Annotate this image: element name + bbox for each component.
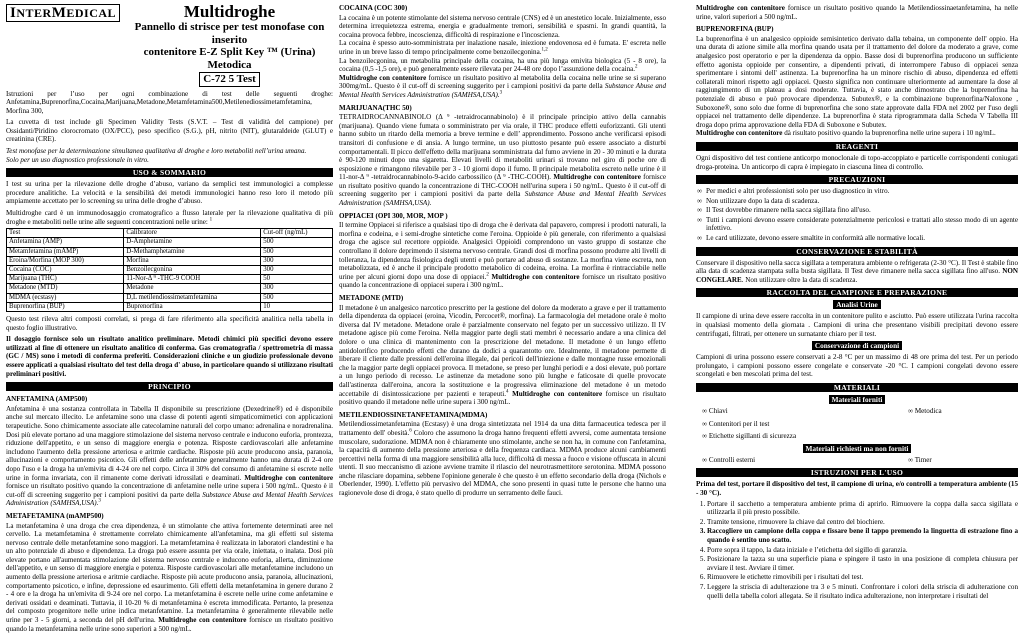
list-item: ∞ Timer [908, 456, 1018, 465]
bup-text: La buprenorfina è un analgesico oppioide semisintetico derivato dalla tebaina, un componente dell' oppio. Ha una durata di azione simile alla morfina quando usata per il trattamento del dolore da moderato a grave, come analgesico post operatorio e per la dipendenza da oppio. Basse dosi di buprenorfina producono un sufficiente effetto agonista oppioide per consentire, a dipendenti privati, di interrompere l'abuso di oppiacei senza sperimentare i sintomi dell' astinenza. La buprenorfina ha un minore rischio di abuso, dipendenza ed effetti collaterali minori rispetto agli oppiacei. Questo significa non continuare ulteriormente ad aumentare la dose al raggiungimento di un plateau a dosi moderate. Tuttavia, è stato anche dimostrato che la buprenorfina ha potenziale di abuso e può provocare dipendenza. Subutex®, e la combinazione buprenorfina/Naloxone , Suboxone®, sono solo due forme di buprenorfina che sono state approvate dalla FDA nel 2002 per l'uso degli oppiacei nel trattamento delle dipendenze. La buprenorfina è stata riprogrammata dalla Scheda V Tabella III droga dopo prima approvazione della FDA di Suboxone e Subutex. Multidroghe con contenitore dà risultato positivo quando la buprenorfina nelle urine supera i 10 ng/mL. [696, 34, 1018, 138]
mtd-text: Il metadone è un analgesico narcotico prescritto per la gestione del dolore da moderato a grave e per il trattamento della dipendenza da oppiacei (eroina, Vicodin, Percocet®, morfina). La farmacologia del metadone orale è molto diversa dal IV metadone. Metadone orale è parzialmente conservato nel fegato per un successivo utilizzo. Il IV metadone agisce più come l'eroina. Nella maggior parte degli stati membri è necessario andare a una clinica del dolore o una clinica di mantenimento con la prescrizione del metadone. Il metadone è un lungo effetto antidolorifico producendo effetti che durano da dodici a quarantotto ore. Idealmente, il metadone permette di liberare il cliente dalle pressioni dell'eroina illegale, dai pericoli dell'iniezione e dalle montagne russe emozionali che la maggior parte degli oppiacei provoca. Il metadone, se preso per lunghi periodi e a dosi elevate, può portare a un lungo periodo di recesso. Le astinenze da metadone sono più lunghe e faticosate di quelle provocate dall'astinenza dall'eroina, ancora la sostituzione e la progressiva eliminazione del metadone è un metodo accettabile di disintossicazione per pazienti e terapeuti.$^4$ Multidroghe con contenitore fornisce un risultato positivo quando il metadone nelle urine supera i 300 ng/mL. [339, 303, 666, 407]
list-item: 2. Tramite tensione, rimuovere la chiave dal centro del biochiere. [707, 518, 1018, 527]
col-calibratore: Calibratore [124, 229, 261, 238]
column-middle [339, 4, 666, 618]
product-code: C-72 5 Test [199, 72, 260, 87]
intro-p4: Solo per un uso diagnostico professionale in vitro. [6, 155, 149, 164]
met-title: METAFETAMINA (mAMP500) [6, 511, 104, 520]
list-item: 4. Porre sopra il tappo, la data iniziale e l’etichetta del sigillo di garanzia. [707, 546, 1018, 555]
list-item: 3. Raccogliere un campione della coppa e fissare bene il tappo premendo la linguetta di estrazione fino a quando è sentito uno scatto. [707, 527, 1018, 544]
table-row: Marijuana (THC) 11-Nor-Δ ⁹ -THC-9 COOH 50 [7, 275, 333, 284]
intro-p2: La cuvetta di test include gli Specimen Validity Tests (S.V.T. – Test di validità del campione) per Ossidanti/Piridino clorocromato (OX/PCC), peso specifico (S.G.), pH, nitrito (NIT), glutaraldeide (GLUT) e creatinina (CRE). [6, 118, 333, 144]
conservazione-campioni-text: Campioni di urina possono essere conservati a 2-8 °C per un massimo di 48 ore prima del test. Per un periodo prolungato, i campioni possono essere congelate e conservate -20 °C. I campioni congelati devono essere scongelati e ben mescolati prima del test. [696, 353, 1018, 379]
uso-p1: I test su urina per la rilevazione delle droghe d’abuso, variano da semplici test immunologici a complesse procedure analitiche. La velocità e la sensibilità dei metodi immunologici hanno reso loro il metodo più ampiamente accettato per lo screening su urina delle droghe d’abuso. [6, 180, 333, 206]
col-cutoff: Cut-off (ng/mL) [261, 229, 333, 238]
mop-text: Il termine Oppiacei si riferisce a qualsiasi tipo di droga che è derivata dal papavero, compresi i prodotti naturali, la morfina e codeina, e i semi-droghe sintetiche come l'eroina. Oppioide è più generale, con riferimento a qualsiasi droga che agisce sul recettore oppioide. Analgesici Oppioidi comprendono un vasto gruppo di sostanze che controllano il dolore deprimendo il sistema nervoso centrale. Grandi dosi di morfina possono produrre alti livelli di tolleranza, la dipendenza fisiologica degli utenti e può portare ad abuso di sostanze. La morfina viene escreta, non metabolizzata, ed è anche il principale prodotto metabolico di codeina, eroina. La morfina è rintracciabile nelle urine per alcuni giorni dopo una dose di oppiacei.$^2$ Multidroghe con contenitore fornisce un risultato positivo quando la concentrazione di oppiacei supera i 300 ng/mL. [339, 221, 666, 290]
materiali-heading: MATERIALI [696, 383, 1018, 392]
list-item: ∞ Chiavi [702, 407, 908, 416]
table-row: Metadone (MTD) Metadone 300 [7, 284, 333, 293]
uso-p4: Il dosaggio fornisce solo un risultato analitico preliminare. Metodi chimici più specifici devono essere utilizzati al fine di ottenere un risultato analitico di conferma. Gas cromatografia / spettrometria di massa (GC / MS) sono i metodi di conferma preferiti. Considerazioni cliniche e un giudizio professionale devono essere applicati a qualsiasi risultato del test della droga d' abuso, in particolare quando si utilizzano risultati preliminari positivi. [6, 335, 333, 378]
istruzioni-heading: ISTRUZIONI PER L'USO [696, 468, 1018, 477]
reagenti-heading: REAGENTI [696, 142, 1018, 151]
list-item: ∞ Per medici e altri professionisti solo per uso diagnostico in vitro. [706, 187, 1018, 196]
istruzioni-steps [696, 500, 1018, 601]
table-row: Cocaina (COC) Benzoilecgonina 300 [7, 266, 333, 275]
list-item: ∞ Il Test dovrebbe rimanere nella sacca sigillata fino all'uso. [706, 206, 1018, 215]
list-item: ∞ Etichette sigillanti di sicurezza [702, 432, 908, 441]
intro-p3: Test monofase per la determinazione simultanea qualitativa di droghe e loro metaboliti nell’urina umana. [6, 147, 307, 156]
conservazione-text: Conservare il dispositivo nella sacca sigillata a temperatura ambiente o refrigerata (2-30 °C). Il Test è stabile fino alla data di scadenza stampata sulla busta sigillata. Il Test deve rimanere nella sacca sigillata fino all'uso. NON CONGELARE. Non utilizzare oltre la data di scadenza. [696, 258, 1018, 284]
table-row: Metamfetamina (mAMP) D-Methamphetamine 500 [7, 247, 333, 256]
amp-text: Anfetamina è una sostanza controllata in Tabella II disponibile su prescrizione (Dexedrine®) ed è disponibile anche sul mercato illecito. Le anfetamine sono una classe di potenti agenti simpaticomimetici con applicazioni terapeutiche. Sono chimicamente associate alle catecolamine naturali del corpo umano: adrenalina e noradrenalina. Dosi più elevate portano ad una maggiore stimolazione del sistema nervoso centrale e inducono euforia, prontezza, riduzione dell'appetito, e un senso di maggiore energia e potenza. Risposte cardiovascolari alle anfetamine includono l'aumento della pressione arteriosa e aritmie cardiache. Risposte più acute producono ansia, paranoia, allucinazioni e comportamento psicotico. Gli effetti delle anfetamine generalmente hanno una durata di 2-4 ore dopo l'uso e la droga ha un'emivita di 4-24 ore nel corpo. Circa il 30% del consumo di anfetamine si escrete nelle urine in forma invariata, con il rimanente come derivati idrossilati e deaminati. Multidroghe con contenitore fornisce un risultato positivo quando la concentrazione di anfetamine nelle urine supera i 500 ng/mL. Questo è il cut-off di screening suggerito per i campioni positivi da parte della Substance Abuse and Mental Health Services Administration (SAMHSA,USA).$^3$ [6, 404, 333, 508]
precauzioni-list [696, 187, 1018, 243]
list-item: ∞ Le card utilizzate, devono essere smaltite in conformità alle normative locali. [706, 234, 1018, 243]
cutoff-table-header [7, 229, 333, 238]
bup-title: BUPRENORFINA (BUP) [696, 25, 774, 34]
mtd-title: METADONE (MTD) [339, 294, 404, 302]
column-left [6, 2, 333, 633]
table-row: MDMA (ecstasy) D,L metilendiossimetamfetamina 500 [7, 293, 333, 302]
list-item: 7. Leggere la striscia di adulterazione tra 3 e 5 minuti. Confrontare i colori della striscia di adulterazione con quelli della tabella colori allegata. Se il risultato indica adulterazione, non interpretare i risultati del [707, 583, 1018, 600]
column-right [696, 4, 1018, 618]
table-row: Eroina/Morfina (MOP 300) Morfina 300 [7, 256, 333, 265]
analisi-urine-heading: Analisi Urine [833, 300, 881, 309]
precauzioni-heading: PRECAUZIONI [696, 175, 1018, 184]
list-item: ∞ Tutti i campioni devono essere considerate potenzialmente pericolosi e trattati allo stesso modo di un agente infettivo. [706, 216, 1018, 233]
mop-title: OPPIACEI (OPI 300, MOR, MOP ) [339, 211, 448, 220]
coc-text3: La benzoilecgonina, un metabolita principale della cocaina, ha una più lunga emivita biologica (5 - 8 ore), la cocaina (0,5 -1,5 ore), e può generalmente essere rilevata per 24-48 ore dopo l’assunzione della cocaina.$^2$ [339, 56, 666, 74]
subtitle-line-2: contenitore E-Z Split Key ™ (Urina) [143, 46, 316, 58]
principio-heading: PRINCIPIO [6, 382, 333, 391]
analisi-text: Il campione di urina deve essere raccolta in un contenitore pulito e asciutto. Può essere utilizzata l'urina raccolta in qualsiasi momento della giornata . Campioni di urina che presentano visibili precipitati devono essere centrifugati, filtrati, per ottenere un surnatante chiaro per il test. [696, 312, 1018, 338]
coc-text: La cocaina è un potente stimolante del sistema nervoso centrale (CNS) ed è un anestetico locale. Inizialmente, esso determina irrequietezza estrema, energia e gradualmente tremori, sensibilità e spasmi. In grandi quantità, la cocaina provoca febbre, incoscienza, difficoltà di respirazione e l'incoscienza. [339, 13, 666, 39]
subtitle-line-1: Pannello di strisce per test monofase con inserito [134, 21, 325, 46]
coc-title: COCAINA (COC 300) [339, 4, 408, 12]
cutoff-table [6, 228, 333, 312]
mdma-text: Metilendiossimetanfetamina (Ecstasy) è una droga sintetizzata nel 1914 da una ditta farmaceutica tedesca per il trattamento dell' obesità.$^6$ Coloro che assumono la droga hanno frequenti effetti avversi, come aumentata tensione muscolare, sudorazione. MDMA non è chiaramente uno stimolante, anche se non ha, in comune con l'anfetamina, la capacità di aumento della pressione arteriosa e della frequenza cardiaca. MDMA produce alcuni cambiamenti percettivi nella forma di una maggiore sensibilità alla luce, difficoltà di messa a fuoco e visione offuscata in alcuni utenti. Il suo meccanismo di azione avviene tramite il rilascio del neurotrasmettitore serotonina. MDMA possono anche rilasciare dopamina, sebbene l'opinione generale è che questo è un effetto secondario della droga (Nichols e Oberlender, 1990). L'effetto più pervasivo del MDMA, che sono presenti in quasi tutte le persone che hanno una ragionevole dose di droga, è stato quello di produrre un serramento delle fauci. [339, 420, 666, 498]
header [6, 4, 333, 87]
raccolta-heading: RACCOLTA DEL CAMPIONE E PREPARAZIONE [696, 288, 1018, 297]
thc-text: TETRAIDROCANNABINOLO (Δ ⁹ -tetraidrocannabinolo) è il principale principio attivo della cannabis (marijuana). Quando viene fumata o somministrato per via orale, il THC produce effetti euforizzanti. Gli utenti hanno subito un ritardo della memoria a breve termine e dell’ apprendimento. Possono anche verificarsi episodi transitori di confusione e di ansia. A lungo termine, un uso piuttosto pesante può essere associato a disturbi comportamentali. Il picco dell'effetto della marijuana somministrata dal fumo avviene in 20 - 30 minuti e la durata è 90-120 minuti dopo una sigaretta. Elevati livelli di metaboliti urinari si trovano nel giro di poche ore di esposizione e rimangono rilevabile per 3 - 10 giorni dopo il fumo. Il principale metabolita escreto nelle urine è il 11-nor-Δ ⁹ -tetraidrocannabinolo-9-acido carbossilico (Δ ⁹ -THC-COOH). Multidroghe con contenitore fornisce un risultato positivo quando la concentrazione di THC-COOH nell'urina supera i 50 ng/mL. Questo è il cut-off di screening suggerito per i campioni positivi da parte della Substance Abuse and Mental Health Services Administration (SAMHSA,USA). [339, 113, 666, 208]
subtitle-line-3: Metodica [207, 58, 252, 71]
intro-p1: Istruzioni per l’uso per ogni combinazione di test delle seguenti droghe: Anfetamina,Buprenorfina,Cocaina,Marijuana,Metadone,Metamfetamina500,Metilenediossimetamfetamina, Morfina 300, [6, 89, 333, 115]
conservazione-heading: CONSERVAZIONE E STABILITÀ [696, 247, 1018, 256]
col-test: Test [7, 229, 124, 238]
uso-heading: USO & SOMMARIO [6, 168, 333, 177]
coc-text2: La cocaina è spesso auto-somministrata per inalazione nasale, iniezione endovenosa ed è fumata. E' escreta nelle urine in un breve lasso di tempo principalmente come benzoilecgonina.$^{1,2}$ [339, 39, 666, 56]
list-item: ∞ Metodica [908, 407, 1018, 416]
list-item: 6. Rimuovere le etichette rimovibili per i risultati del test. [707, 573, 1018, 582]
list-item: 5. Posizionare la tazza su una superficie piana e spingere il tasto in una posizione di completa chiusura per avviare il test. Avviare il timer. [707, 555, 1018, 572]
materiali-forniti-list [702, 407, 1018, 441]
list-item: ∞ Controlli esterni [702, 456, 908, 465]
list-item: ∞ Non utilizzare dopo la data di scadenza. [706, 197, 1018, 206]
intro [6, 90, 333, 165]
reagenti-text: Ogni dispositivo del test contiene anticorpo monoclonale di topo-accoppiato e particelle corrispondenti coniugati droga-proteina. Un anticorpo di capra è impiegato in ciascuna linea di controllo. [696, 153, 1018, 171]
table-row: Anfetamina (AMP) D-Amphetamine 500 [7, 238, 333, 247]
amp-title: ANFETAMINA (AMP500) [6, 395, 88, 404]
uso-p3: Questo test rileva altri composti correlati, si prega di fare riferimento alla specificità analitica nella tabella in questo foglio illustrativo. [6, 315, 333, 332]
list-item: 1. Portare il sacchetto a temperatura ambiente prima di aprirlo. Rimuovere la coppa dalla sacca sigillata e utilizzarla il più presto possibile. [707, 500, 1018, 517]
intermedical-logo: INTERMEDICAL [6, 4, 120, 22]
materiali-richiesti-list [702, 456, 1018, 465]
materiali-forniti-heading: Materiali forniti [829, 395, 886, 404]
page-title: Multidroghe [183, 2, 276, 21]
list-item: ∞ Contenitori per il test [702, 420, 908, 429]
uso-p2: Multidroghe card è un immunodosaggio cromatografico a flusso laterale per la rilevazione qualitativa di più droghe e metaboliti nelle urine alle seguenti concentrazioni nelle urine: $^1$ [6, 209, 333, 226]
table-row: Buprenorfina (BUP) Buprenorfina 10 [7, 302, 333, 311]
mdma-title: METILENDIOSSINETANFETAMINA(MDMA) [339, 410, 488, 419]
title-block [126, 4, 333, 87]
istruzioni-intro: Prima del test, portare il dispositivo del test, il campione di urina, e/o controlli a temperatura ambiente (15 - 30 °C). [696, 480, 1018, 497]
thc-title: MARIJUANA(THC 50) [339, 103, 412, 112]
coc-result: Multidroghe con contenitore fornisce un risultato positivo al metabolita della cocaina nelle urine se si superano 300mg/mL. Questo è il cut-off di screening suggerito per i campioni positivi da parte della Substance Abuse and Mental Health Services Administration (SAMHSA,USA).$^3$ [339, 73, 666, 99]
conservazione-campioni-heading: Conservazione di campioni [812, 341, 902, 350]
mdma-result: Multidroghe con contenitore fornisce un risultato positivo quando la Metilendiossinaetanfetamina, ha nelle urine, valori superiori a 500 ng/mL. [696, 4, 1018, 21]
materiali-richiesti-heading: Materiali richiesti ma non forniti [803, 444, 912, 453]
met-text: La metanfetamina è una droga che crea dipendenza, è un stimolante che attiva fortemente determinati aree nel cervello. La metamfetamina è strettamente correlato chimicamente all'anfetamina, ma gli effetti sul sistema nervoso centrale delle metanfetamine sono maggiori. La metamfetamina è realizzata in laboratori clandestini e ha un alto potenziale di abuso e dipendenza. La droga può essere assunta per via orale, iniettata, o inalata. Dosi più elevate portano all'aumentata stimolazione del sistema nervoso centrale e inducono euforia, allerta, diminuzione dell'appetito, e un senso di maggiore energia e potenza. Risposte cardiovascolari alle metanfetamine includono un aumento della pressione arteriosa e aritmie cardiache. Risposte più acute producono ansia, paranoia, allucinazioni, comportamento psicotico, e infine, depressione ed esaurimento. Gli effetti della metanfetamina in genere durano 2 - 4 ore e la droga ha un'emivita di 9-24 ore nel corpo. La metanfetamina è escrete nelle urine come anfetamine e derivati ossidati e deaminati. Tuttavia, il 10-20 % di metanfetamina è escreta immodificata. Pertanto, la presenza del composto progenitore nelle urine indica metanfetamine. La metanfetamina è generalmente rilevabile nelle urine per 3 - 5 giorni, a seconda del pH dell'urina. Multidroghe con contenitore fornisce un risultato positivo quando la metanfetamina nelle urine sono superiori a 500 ng/mL. [6, 521, 333, 633]
